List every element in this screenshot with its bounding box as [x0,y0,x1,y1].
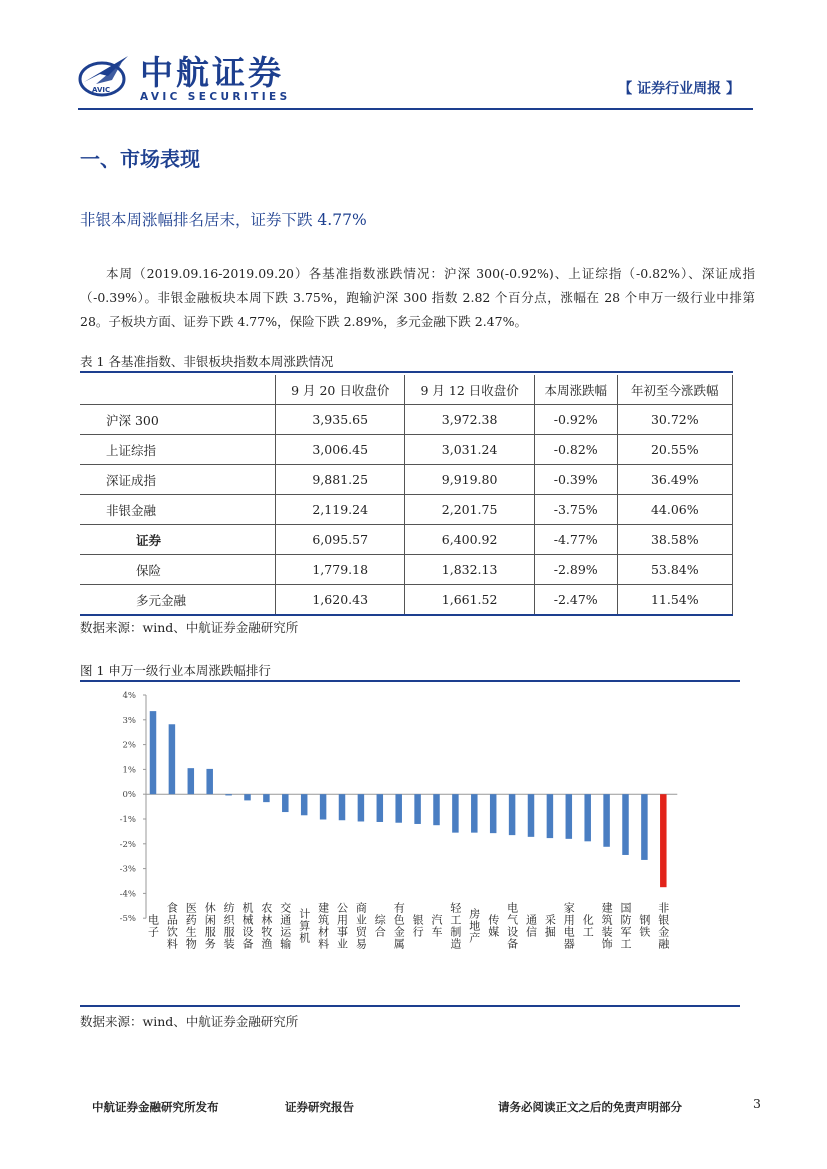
section-title: 一、市场表现 [80,147,200,171]
table-cell: 6,400.92 [405,525,534,555]
chart-bar [169,724,176,794]
figure-caption: 图 1 申万一级行业本周涨跌幅排行 [80,663,271,678]
chart-bar [490,794,497,833]
sub-title: 非银本周涨幅排名居末，证券下跌 4.77% [80,211,367,229]
y-tick-label: -1% [119,815,136,825]
table-row [80,525,733,555]
table-header-row [80,375,733,405]
x-category-label: 交通运输 [278,902,292,950]
x-category-label: 食品饮料 [165,902,179,950]
chart-bar [433,794,440,825]
x-category-label: 通信 [524,914,538,938]
figure-bottom-rule [80,1005,740,1007]
header-divider [78,108,753,110]
table-cell: 3,031.24 [405,435,534,465]
table-cell: 深证成指 [80,465,276,495]
chart-bar [547,794,554,838]
table-cell: 3,972.38 [405,405,534,435]
table-cell: 多元金融 [80,585,276,616]
chart-bar [471,794,478,832]
table-cell: 9,881.25 [276,465,405,495]
y-tick-label: -4% [119,889,136,900]
table-cell: 沪深 300 [80,405,276,435]
x-category-label: 汽车 [430,914,443,938]
x-category-label: 房地产 [467,908,481,944]
x-category-label: 家用电器 [562,902,576,950]
y-tick-label: -2% [119,839,136,850]
x-category-label: 电气设备 [505,902,519,950]
chart-bar [188,768,195,794]
x-category-label: 机械设备 [241,902,254,950]
chart-bar [206,769,213,794]
y-tick-label: 4% [122,691,136,701]
x-category-label: 综合 [373,914,387,938]
table-cell: 11.54% [617,585,732,616]
chart-bar [452,794,459,832]
x-category-label: 公用事业 [335,902,349,950]
index-performance-table [80,375,733,616]
chart-bar [414,794,421,824]
chart-bar [641,794,648,860]
table-header-cell: 年初至今涨跌幅 [617,375,732,405]
table-cell: 44.06% [617,495,732,525]
table-row [80,405,733,435]
y-tick-label: 0% [122,790,136,801]
y-tick-label: 2% [122,740,136,751]
x-category-label: 商业贸易 [354,902,368,950]
chart-bar [528,794,535,837]
table-row [80,495,733,525]
figure-caption-rule [80,680,740,682]
industry-ranking-chart [80,683,740,1007]
table-cell: -3.75% [534,495,617,525]
x-category-label: 建筑装饰 [600,902,614,950]
table-cell: 1,779.18 [276,555,405,585]
x-category-label: 钢铁 [637,914,651,938]
x-category-label: 休闲服务 [203,902,217,950]
x-category-label: 国防军工 [619,902,632,950]
x-category-label: 医药生物 [184,902,198,950]
footer-disclaimer: 请务必阅读正文之后的免责声明部分 [498,1100,682,1114]
table-cell: -0.39% [534,465,617,495]
table-cell: -0.82% [534,435,617,465]
summary-paragraph: 本周（2019.09.16-2019.09.20）各基准指数涨跌情况：沪深 300(-0.92%)、上证综指（-0.82%）、深证成指（-0.39%）。非银金融板块本周下跌 3.75%，跑输沪深 300 指数 2.82 个百分点，涨幅在 28 个申万一级行业中排第 28。子板块方面、证券下跌 4.77%，保险下跌 2.89%，多元金融下跌 2.47%。 [80,266,755,329]
x-category-label: 有色金属 [392,902,406,950]
x-category-label: 传媒 [486,914,500,938]
table-cell: 9,919.80 [405,465,534,495]
table-cell: 1,832.13 [405,555,534,585]
footer-report-kind: 证券研究报告 [285,1100,354,1114]
svg-text:AVIC: AVIC [92,86,111,94]
table-header-cell: 9 月 20 日收盘价 [276,375,405,405]
table-cell: 36.49% [617,465,732,495]
table-cell: 3,006.45 [276,435,405,465]
chart-bar [622,794,629,855]
table-cell: 上证综指 [80,435,276,465]
chart-bar [377,794,384,822]
page-number: 3 [753,1096,761,1111]
table-row [80,435,733,465]
chart-bar [509,794,515,835]
x-category-label: 计算机 [297,908,311,944]
x-category-label: 纺织服装 [222,902,236,950]
table-cell: -4.77% [534,525,617,555]
table-row [80,465,733,495]
chart-bar [603,794,610,847]
table-cell: 1,620.43 [276,585,405,616]
chart-bar [395,794,402,823]
x-category-label: 轻工制造 [448,902,462,950]
chart-bar [225,794,232,795]
table-header-cell [80,375,276,405]
x-category-label: 采掘 [543,914,557,938]
y-tick-label: 3% [122,715,136,726]
x-category-label: 银行 [411,914,425,938]
table-cell: 3,935.65 [276,405,405,435]
table-cell: -2.89% [534,555,617,585]
x-category-label: 农林牧渔 [259,902,273,950]
table-header-cell: 本周涨跌幅 [534,375,617,405]
x-category-label: 非银金融 [656,902,670,950]
brand-name-en: AVIC SECURITIES [140,91,291,103]
chart-bar [301,794,308,815]
report-type-label: 【 证券行业周报 】 [618,81,740,97]
chart-bar [566,794,573,839]
table-cell: 38.58% [617,525,732,555]
brand-name-cn: 中航证券 [140,53,284,92]
table-cell: 1,661.52 [405,585,534,616]
chart-bar [150,711,157,794]
chart-bar [339,794,346,820]
x-category-label: 建筑材料 [316,902,330,950]
y-tick-label: 1% [122,765,136,776]
table-cell: -2.47% [534,585,617,616]
y-tick-label: -5% [119,914,136,925]
chart-bar [282,794,289,812]
chart-svg [80,683,740,1007]
table-cell: 保险 [80,555,276,585]
table-cell: 6,095.57 [276,525,405,555]
table-cell: 2,201.75 [405,495,534,525]
chart-bar [244,794,251,800]
table-caption: 表 1 各基准指数、非银板块指数本周涨跌情况 [80,354,334,369]
table-cell: 20.55% [617,435,732,465]
table-cell: 2,119.24 [276,495,405,525]
table-cell: -0.92% [534,405,617,435]
table-cell: 非银金融 [80,495,276,525]
table-header-cell: 9 月 12 日收盘价 [405,375,534,405]
footer-publisher: 中航证券金融研究所发布 [92,1100,219,1114]
avic-logo-icon [78,54,130,98]
table-caption-rule [80,371,733,373]
table-cell: 30.72% [617,405,732,435]
table-cell: 53.84% [617,555,732,585]
table-row [80,555,733,585]
table-source-note: 数据来源：wind、中航证券金融研究所 [80,620,299,635]
chart-bar [584,794,591,841]
y-tick-label: -3% [119,864,136,875]
chart-bar [263,794,270,802]
table-row [80,585,733,616]
table-cell: 证券 [80,525,276,555]
chart-bar [660,794,667,887]
chart-bar [320,794,327,819]
figure-source-note: 数据来源：wind、中航证券金融研究所 [80,1014,299,1029]
x-category-label: 化工 [581,914,595,938]
x-category-label: 电子 [146,914,160,938]
chart-bar [358,794,365,821]
